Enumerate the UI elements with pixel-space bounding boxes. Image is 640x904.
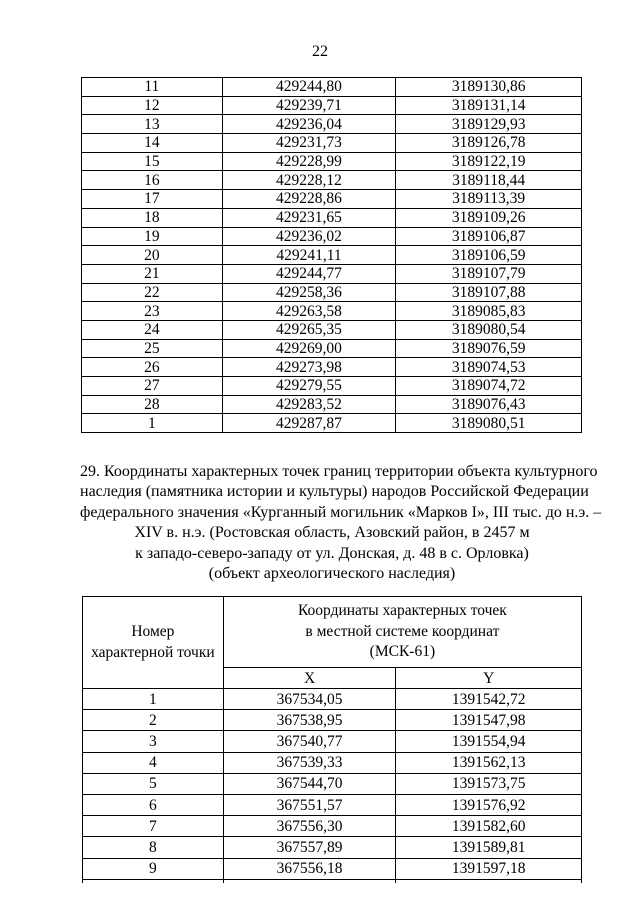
table-row bbox=[82, 358, 582, 377]
y-coordinate-cell: 3189076,59 bbox=[396, 339, 582, 358]
table-row bbox=[83, 773, 582, 794]
x-coordinate-cell: 429258,36 bbox=[222, 283, 396, 302]
x-coordinate-cell: 429283,52 bbox=[222, 395, 396, 414]
y-coordinate-cell: 3189122,19 bbox=[396, 152, 582, 171]
x-coordinate-cell: 367544,70 bbox=[223, 773, 396, 794]
table-row bbox=[82, 78, 582, 97]
point-number-cell: 15 bbox=[82, 152, 223, 171]
table-row bbox=[82, 227, 582, 246]
point-number-cell: 5 bbox=[83, 773, 224, 794]
y-coordinate-cell: 1391573,75 bbox=[396, 773, 582, 794]
point-number-cell: 3 bbox=[83, 731, 224, 752]
page-crop-edge bbox=[0, 883, 640, 904]
table-row bbox=[82, 246, 582, 265]
y-coordinate-cell: 3189131,14 bbox=[396, 96, 582, 115]
y-coordinate-cell: 3189118,44 bbox=[396, 171, 582, 190]
y-coordinate-cell: 1391597,18 bbox=[396, 858, 582, 879]
coordinates-table-section-29 bbox=[82, 596, 582, 901]
y-coordinate-cell: 1391542,72 bbox=[396, 689, 582, 710]
y-coordinate-cell: 3189109,26 bbox=[396, 208, 582, 227]
table-row bbox=[83, 816, 582, 837]
x-coordinate-cell: 429236,04 bbox=[222, 115, 396, 134]
coordinates-header-line: в местной системе координат bbox=[305, 622, 500, 640]
point-number-cell: 2 bbox=[83, 710, 224, 731]
table-row bbox=[82, 264, 582, 283]
point-number-cell: 19 bbox=[82, 227, 223, 246]
table-row bbox=[82, 283, 582, 302]
point-number-cell: 7 bbox=[83, 816, 224, 837]
y-coordinate-cell: 1391562,13 bbox=[396, 752, 582, 773]
table-row bbox=[82, 152, 582, 171]
table-row bbox=[83, 794, 582, 815]
table-row bbox=[83, 710, 582, 731]
y-coordinate-cell: 1391554,94 bbox=[396, 731, 582, 752]
point-number-cell: 26 bbox=[82, 358, 223, 377]
x-coordinate-cell: 429228,99 bbox=[222, 152, 396, 171]
y-coordinate-cell: 1391582,60 bbox=[396, 816, 582, 837]
x-coordinate-cell: 367556,18 bbox=[223, 858, 396, 879]
point-number-cell: 21 bbox=[82, 264, 223, 283]
x-coordinate-cell: 429236,02 bbox=[222, 227, 396, 246]
x-coordinate-cell: 367539,33 bbox=[223, 752, 396, 773]
table1-body bbox=[82, 78, 582, 433]
y-coordinate-cell: 1391576,92 bbox=[396, 794, 582, 815]
point-number-cell: 28 bbox=[82, 395, 223, 414]
x-coordinate-cell: 367540,77 bbox=[223, 731, 396, 752]
y-coordinate-cell: 3189113,39 bbox=[396, 190, 582, 209]
table-row bbox=[82, 377, 582, 396]
x-coordinate-cell: 367534,05 bbox=[223, 689, 396, 710]
x-coordinate-cell: 367538,95 bbox=[223, 710, 396, 731]
coordinates-header-line: Координаты характерных точек bbox=[297, 602, 507, 620]
table-row bbox=[83, 731, 582, 752]
x-coordinate-cell: 429231,73 bbox=[222, 134, 396, 153]
y-coordinate-cell: 3189080,54 bbox=[396, 320, 582, 339]
point-number-cell: 1 bbox=[82, 414, 223, 433]
heading-line: (объект археологического наследия) bbox=[208, 565, 456, 583]
y-coordinate-cell: 3189107,79 bbox=[396, 264, 582, 283]
point-number-cell: 23 bbox=[82, 302, 223, 321]
y-coordinate-cell: 3189076,43 bbox=[396, 395, 582, 414]
y-coordinate-cell: 1391589,81 bbox=[396, 837, 582, 858]
table-row bbox=[82, 320, 582, 339]
x-coordinate-cell: 429244,80 bbox=[222, 78, 396, 97]
table-row bbox=[82, 414, 582, 433]
x-coordinate-cell: 429228,86 bbox=[222, 190, 396, 209]
x-coordinate-cell: 429263,58 bbox=[222, 302, 396, 321]
coordinates-header bbox=[223, 597, 581, 668]
coordinates-header-line: (МСК-61) bbox=[369, 643, 436, 661]
y-coordinate-cell: 3189074,72 bbox=[396, 377, 582, 396]
point-number-cell: 16 bbox=[82, 171, 223, 190]
y-coordinate-cell: 3189129,93 bbox=[396, 115, 582, 134]
point-number-cell: 25 bbox=[82, 339, 223, 358]
x-coordinate-cell: 367556,30 bbox=[223, 816, 396, 837]
table-row bbox=[82, 96, 582, 115]
point-number-cell: 4 bbox=[83, 752, 224, 773]
x-coordinate-cell: 429239,71 bbox=[222, 96, 396, 115]
x-coordinate-cell: 429273,98 bbox=[222, 358, 396, 377]
point-number-cell: 13 bbox=[82, 115, 223, 134]
section-29-heading bbox=[80, 462, 602, 584]
table-row bbox=[83, 837, 582, 858]
y-coordinate-cell: 1391547,98 bbox=[396, 710, 582, 731]
heading-line: наследия (памятника истории и культуры) народов Российской Федерации bbox=[80, 483, 589, 501]
x-coordinate-cell: 429269,00 bbox=[222, 339, 396, 358]
heading-line: XIV в. н.э. (Ростовская область, Азовский район, в 2457 м bbox=[134, 524, 530, 542]
y-coordinate-cell: 3189085,83 bbox=[396, 302, 582, 321]
heading-line: федерального значения «Курганный могильник «Марков I», III тыс. до н.э. – bbox=[80, 503, 602, 521]
point-number-cell: 9 bbox=[83, 858, 224, 879]
heading-line: 29. Координаты характерных точек границ территории объекта культурного bbox=[80, 463, 598, 480]
table-row bbox=[82, 171, 582, 190]
y-coordinate-cell: 3189074,53 bbox=[396, 358, 582, 377]
y-column-header: Y bbox=[396, 668, 582, 689]
point-number-cell: 22 bbox=[82, 283, 223, 302]
x-column-header: X bbox=[223, 668, 396, 689]
x-coordinate-cell: 429244,77 bbox=[222, 264, 396, 283]
table-row bbox=[83, 689, 582, 710]
table-row bbox=[82, 190, 582, 209]
point-number-cell: 12 bbox=[82, 96, 223, 115]
x-coordinate-cell: 367551,57 bbox=[223, 794, 396, 815]
table-row bbox=[83, 752, 582, 773]
point-number-cell: 24 bbox=[82, 320, 223, 339]
y-coordinate-cell: 3189106,87 bbox=[396, 227, 582, 246]
page-number: 22 bbox=[312, 43, 328, 60]
x-coordinate-cell: 429241,11 bbox=[222, 246, 396, 265]
table-row bbox=[82, 134, 582, 153]
point-number-header-line: характерной точки bbox=[91, 643, 215, 661]
y-coordinate-cell: 3189130,86 bbox=[396, 78, 582, 97]
point-number-header-line: Номер bbox=[131, 623, 175, 640]
point-number-cell: 20 bbox=[82, 246, 223, 265]
x-coordinate-cell: 367557,89 bbox=[223, 837, 396, 858]
point-number-cell: 27 bbox=[82, 377, 223, 396]
point-number-cell: 14 bbox=[82, 134, 223, 153]
x-coordinate-cell: 429228,12 bbox=[222, 171, 396, 190]
point-number-cell: 17 bbox=[82, 190, 223, 209]
heading-line: к западо-северо-западу от ул. Донская, д. 48 в с. Орловка) bbox=[135, 544, 529, 562]
point-number-cell: 8 bbox=[83, 837, 224, 858]
table-row bbox=[82, 115, 582, 134]
point-number-header bbox=[83, 597, 224, 689]
table-row bbox=[82, 208, 582, 227]
table2-body bbox=[83, 689, 582, 901]
point-number-cell: 1 bbox=[83, 689, 224, 710]
table-row bbox=[83, 858, 582, 879]
table-row bbox=[82, 395, 582, 414]
table-row bbox=[82, 339, 582, 358]
point-number-cell: 6 bbox=[83, 794, 224, 815]
table-row bbox=[82, 302, 582, 321]
x-coordinate-cell: 429231,65 bbox=[222, 208, 396, 227]
x-coordinate-cell: 429265,35 bbox=[222, 320, 396, 339]
x-coordinate-cell: 429279,55 bbox=[222, 377, 396, 396]
point-number-cell: 18 bbox=[82, 208, 223, 227]
y-coordinate-cell: 3189106,59 bbox=[396, 246, 582, 265]
coordinates-table-continued bbox=[81, 77, 582, 433]
point-number-cell: 11 bbox=[82, 78, 223, 97]
y-coordinate-cell: 3189126,78 bbox=[396, 134, 582, 153]
x-coordinate-cell: 429287,87 bbox=[222, 414, 396, 433]
y-coordinate-cell: 3189107,88 bbox=[396, 283, 582, 302]
y-coordinate-cell: 3189080,51 bbox=[396, 414, 582, 433]
